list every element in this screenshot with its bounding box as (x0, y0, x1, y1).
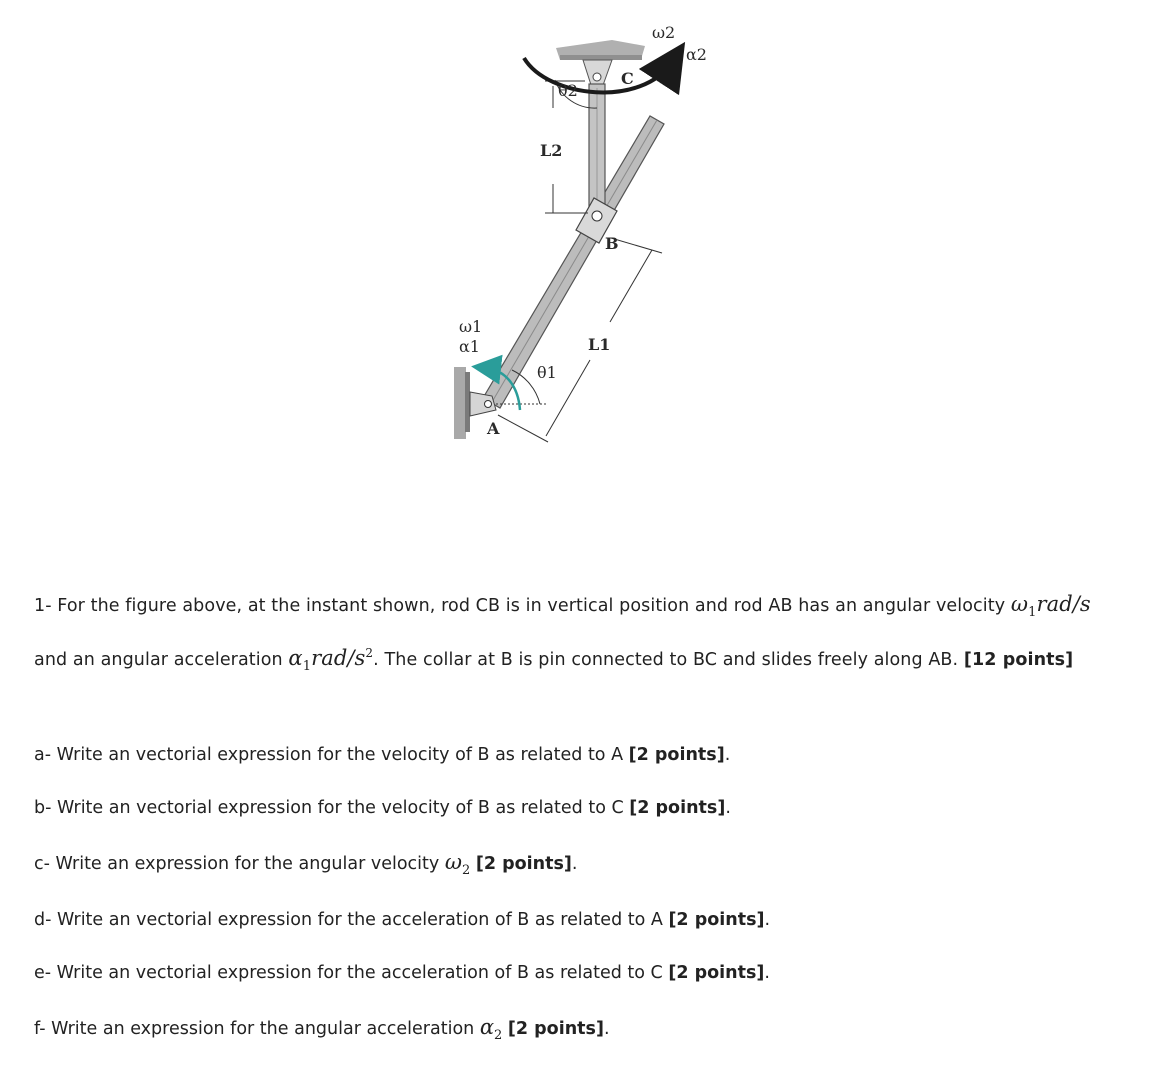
label-l1: L1 (588, 335, 611, 354)
label-alpha2: α2 (686, 45, 707, 64)
intro-text-2: and an angular acceleration (34, 650, 283, 671)
omega1-symbol: $\omega_1rad/s$ (1010, 592, 1091, 621)
intro-text-3: . The collar at B is pin connected to BC and slides freely along AB. (373, 650, 959, 671)
question-c: c- Write an expression for the angular velocity $\omega_2$ [2 points]. (34, 850, 578, 879)
label-a: A (487, 419, 500, 438)
problem-statement (34, 584, 1144, 687)
problem-points: [12 points] (963, 650, 1074, 671)
question-d: d- Write an vectorial expression for the acceleration of B as related to A [2 points]. (34, 910, 771, 930)
label-l2: L2 (540, 141, 563, 160)
rod-cb (589, 84, 605, 216)
label-omega2: ω2 (652, 23, 676, 42)
rod-ab (483, 116, 664, 408)
label-alpha1: α1 (459, 337, 480, 356)
question-a: a- Write an vectorial expression for the velocity of B as related to A [2 points]. (34, 745, 731, 765)
question-f: f- Write an expression for the angular acceleration $\alpha_2$ [2 points]. (34, 1015, 610, 1044)
label-b: B (605, 234, 619, 253)
question-e: e- Write an vectorial expression for the acceleration of B as related to C [2 points]. (34, 963, 770, 983)
alpha1-symbol: $\alpha_1rad/s^2$ (288, 646, 374, 675)
label-c: C (621, 69, 634, 88)
question-b: b- Write an vectorial expression for the velocity of B as related to C [2 points]. (34, 798, 731, 818)
mechanism-figure (0, 0, 760, 470)
label-omega1: ω1 (459, 317, 483, 336)
label-theta2: θ2 (558, 81, 578, 100)
intro-text-1: 1- For the figure above, at the instant shown, rod CB is in vertical position and rod AB has an angular velocity (34, 596, 1006, 616)
label-theta1: θ1 (537, 363, 557, 382)
